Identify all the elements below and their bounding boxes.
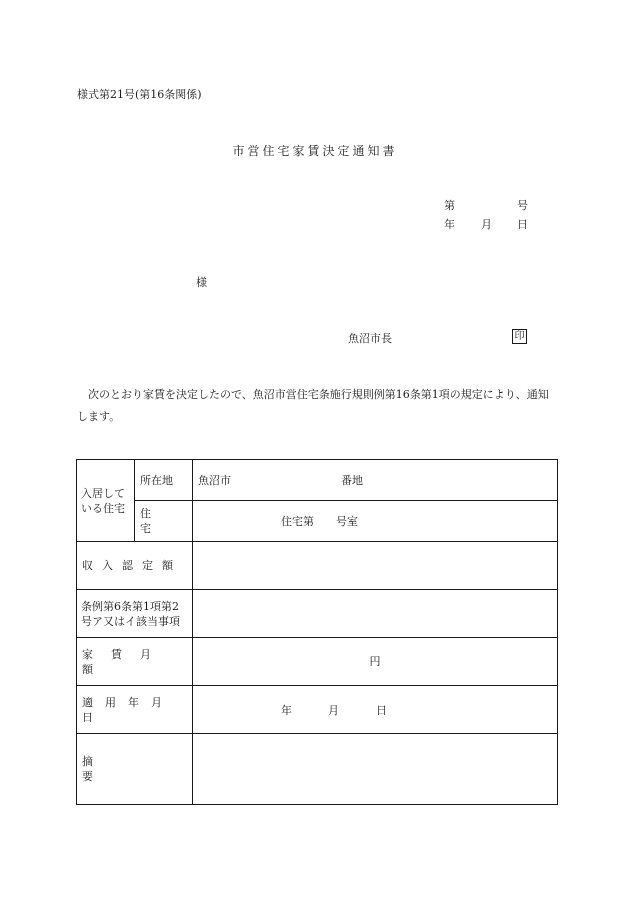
apply-date-label-text: 適用年月日	[82, 695, 174, 724]
income-label-text: 収入認定額	[82, 559, 182, 572]
house-label-text: 住宅	[140, 507, 173, 535]
date-year-label: 年	[444, 218, 455, 231]
table-row	[77, 460, 558, 501]
apply-date-day-label: 日	[376, 704, 387, 717]
date-day-label: 日	[517, 218, 528, 231]
table-row	[77, 638, 558, 686]
reference-number-suffix: 号	[517, 199, 528, 212]
location-value-cell[interactable]	[193, 460, 558, 501]
rent-unit: 円	[369, 655, 381, 668]
income-label-cell	[77, 542, 193, 590]
location-city: 魚沼市	[198, 474, 231, 487]
rent-label-cell	[77, 638, 193, 686]
issuer-name: 魚沼市長	[348, 332, 392, 345]
apply-date-year-label: 年	[281, 704, 292, 717]
date-month-label: 月	[481, 218, 492, 231]
notice-body-text: 次のとおり家賃を決定したので、魚沼市営住宅条施行規則例第16条第1項の規定により、通知します。	[77, 388, 549, 423]
document-title: 市営住宅家賃決定通知書	[232, 144, 398, 158]
apply-date-label-cell	[77, 686, 193, 734]
table-row	[77, 501, 558, 542]
location-label	[140, 473, 187, 488]
table-row	[77, 590, 558, 638]
remarks-label-cell	[77, 734, 193, 805]
house-number-text: 住宅第 号室	[281, 515, 358, 528]
ordinance-value-cell[interactable]	[193, 590, 558, 638]
location-label-cell	[135, 460, 193, 501]
remarks-label-text: 摘要	[82, 755, 173, 783]
residence-group-label-text: 入居している住宅	[81, 486, 125, 515]
addressee-honorific: 様	[196, 276, 207, 289]
rent-label-text: 家賃月額	[82, 647, 169, 676]
table-row	[77, 542, 558, 590]
table-row	[77, 734, 558, 805]
income-value-cell[interactable]	[193, 542, 558, 590]
reference-number-prefix: 第	[444, 199, 455, 212]
ordinance-label-text: 条例第6条第1項第2号ア又はイ該当事項	[81, 599, 180, 628]
form-number: 様式第21号(第16条関係)	[77, 88, 202, 101]
rent-detail-table	[76, 459, 558, 805]
ordinance-label-cell	[77, 590, 193, 638]
seal-stamp-box: 印	[512, 329, 527, 344]
apply-date-value-cell[interactable]	[193, 686, 558, 734]
rent-value-cell[interactable]	[193, 638, 558, 686]
house-label-cell	[135, 501, 193, 542]
table-row	[77, 686, 558, 734]
remarks-value-cell[interactable]	[193, 734, 558, 805]
residence-group-label	[77, 460, 135, 542]
location-label-text: 所在地	[140, 473, 173, 487]
house-value-cell[interactable]	[193, 501, 558, 542]
apply-date-month-label: 月	[328, 704, 339, 717]
location-banchi: 番地	[341, 474, 363, 487]
